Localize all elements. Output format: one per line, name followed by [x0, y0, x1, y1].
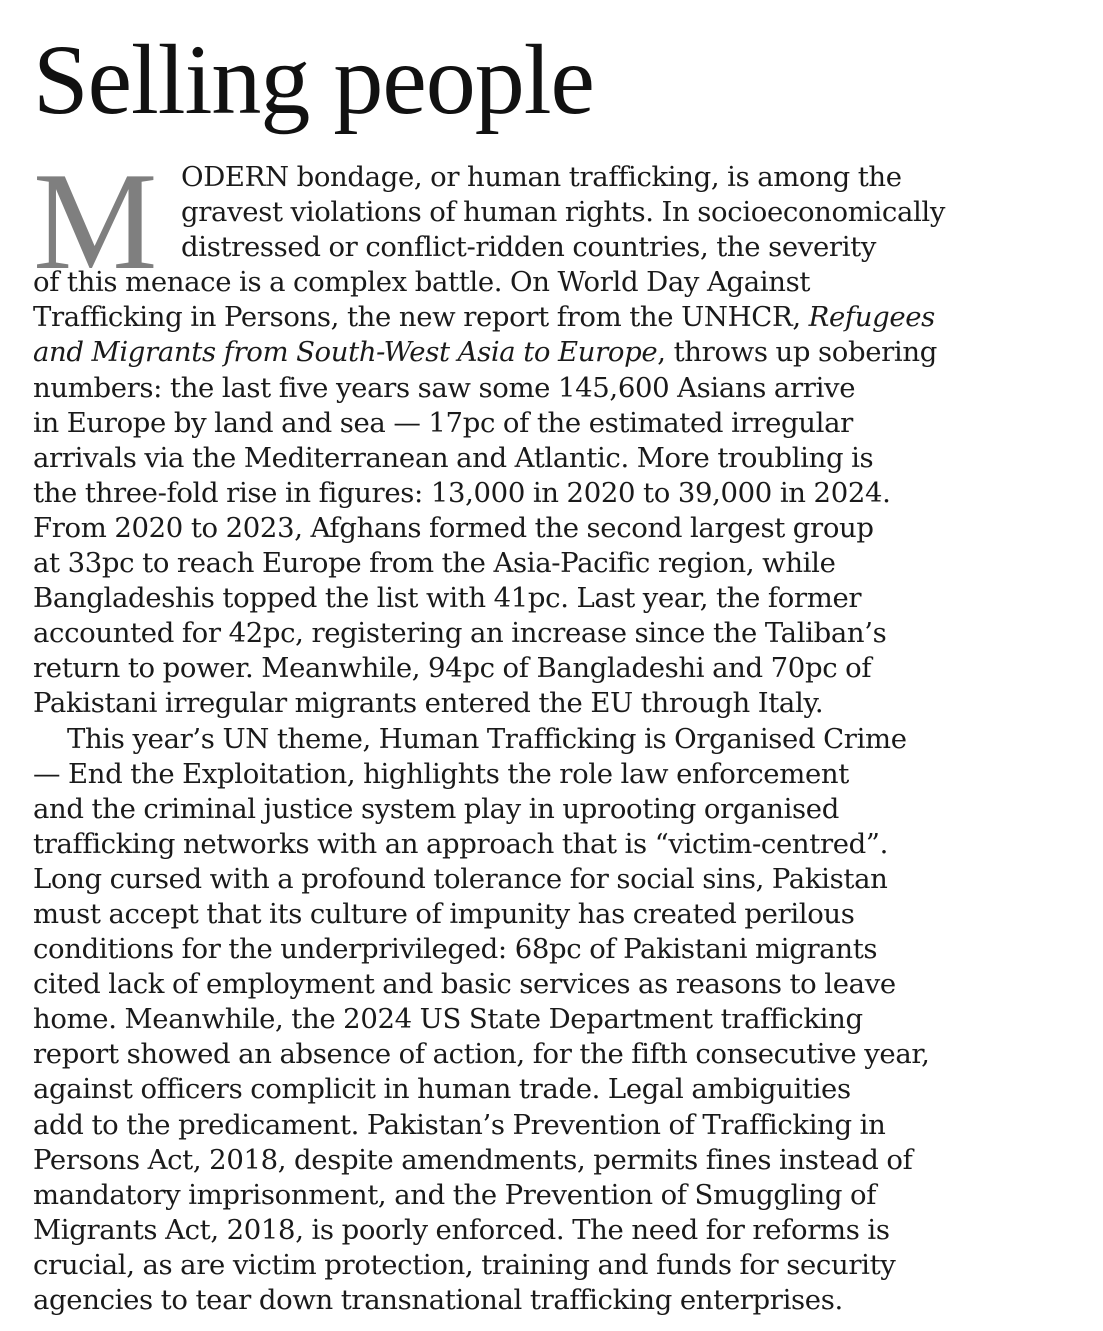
body-line: of this menace is a complex battle. On World Day Against	[33, 266, 811, 299]
body-line: the three-fold rise in figures: 13,000 in 2020 to 39,000 in 2024.	[33, 476, 891, 509]
body-line: accounted for 42pc, registering an increase since the Taliban’s	[33, 617, 887, 650]
article-body	[33, 144, 1085, 1318]
body-line: must accept that its culture of impunity has created perilous	[33, 897, 855, 930]
body-line: numbers: the last five years saw some 145,600 Asians arrive	[33, 371, 856, 404]
headline: Selling people	[33, 24, 594, 135]
body-line: distressed or conflict-ridden countries, the severity	[181, 231, 877, 264]
body-line	[33, 335, 1085, 370]
body-line: and the criminal justice system play in uprooting organised	[33, 792, 839, 825]
body-text-run: , throws up sobering	[657, 336, 937, 369]
body-line: crucial, as are victim protection, training and funds for security	[33, 1248, 896, 1281]
body-line: This year’s UN theme, Human Trafficking is Organised Crime	[67, 722, 907, 755]
body-line: mandatory imprisonment, and the Prevention of Smuggling of	[33, 1178, 877, 1211]
body-line: return to power. Meanwhile, 94pc of Bangladeshi and 70pc of	[33, 652, 872, 685]
body-line: cited lack of employment and basic services as reasons to leave	[33, 968, 896, 1001]
body-line: at 33pc to reach Europe from the Asia-Pacific region, while	[33, 547, 836, 580]
body-line: agencies to tear down transnational trafficking enterprises.	[33, 1284, 843, 1316]
report-title: Refugees	[808, 301, 935, 334]
body-line: Persons Act, 2018, despite amendments, permits fines instead of	[33, 1143, 913, 1176]
body-line: conditions for the underprivileged: 68pc of Pakistani migrants	[33, 933, 878, 966]
body-line: From 2020 to 2023, Afghans formed the second largest group	[33, 511, 874, 544]
body-line: gravest violations of human rights. In socioeconomically	[181, 196, 946, 229]
article	[33, 24, 1085, 1318]
body-line: against officers complicit in human trade. Legal ambiguities	[33, 1073, 851, 1106]
body-text-run: Trafficking in Persons, the new report from the UNHCR,	[33, 301, 809, 334]
body-line: add to the predicament. Pakistan’s Prevention of Trafficking in	[33, 1108, 886, 1141]
body-line: — End the Exploitation, highlights the role law enforcement	[33, 757, 849, 790]
body-line: in Europe by land and sea — 17pc of the estimated irregular	[33, 406, 853, 439]
body-line: trafficking networks with an approach that is “victim-centred”.	[33, 827, 889, 860]
body-line: Long cursed with a profound tolerance for social sins, Pakistan	[33, 862, 888, 895]
body-line: report showed an absence of action, for the fifth consecutive year,	[33, 1038, 930, 1071]
body-line: Migrants Act, 2018, is poorly enforced. The need for reforms is	[33, 1213, 890, 1246]
body-line: arrivals via the Mediterranean and Atlantic. More troubling is	[33, 441, 874, 474]
body-line: Bangladeshis topped the list with 41pc. Last year, the former	[33, 582, 862, 615]
body-line: Pakistani irregular migrants entered the EU through Italy.	[33, 687, 824, 720]
body-line: ODERN bondage, or human trafficking, is among the	[181, 161, 902, 193]
drop-cap: M	[33, 144, 158, 299]
report-title-continued: and Migrants from South-West Asia to Europe	[33, 336, 658, 369]
body-line: home. Meanwhile, the 2024 US State Department trafficking	[33, 1003, 863, 1036]
body-line	[33, 300, 1085, 335]
